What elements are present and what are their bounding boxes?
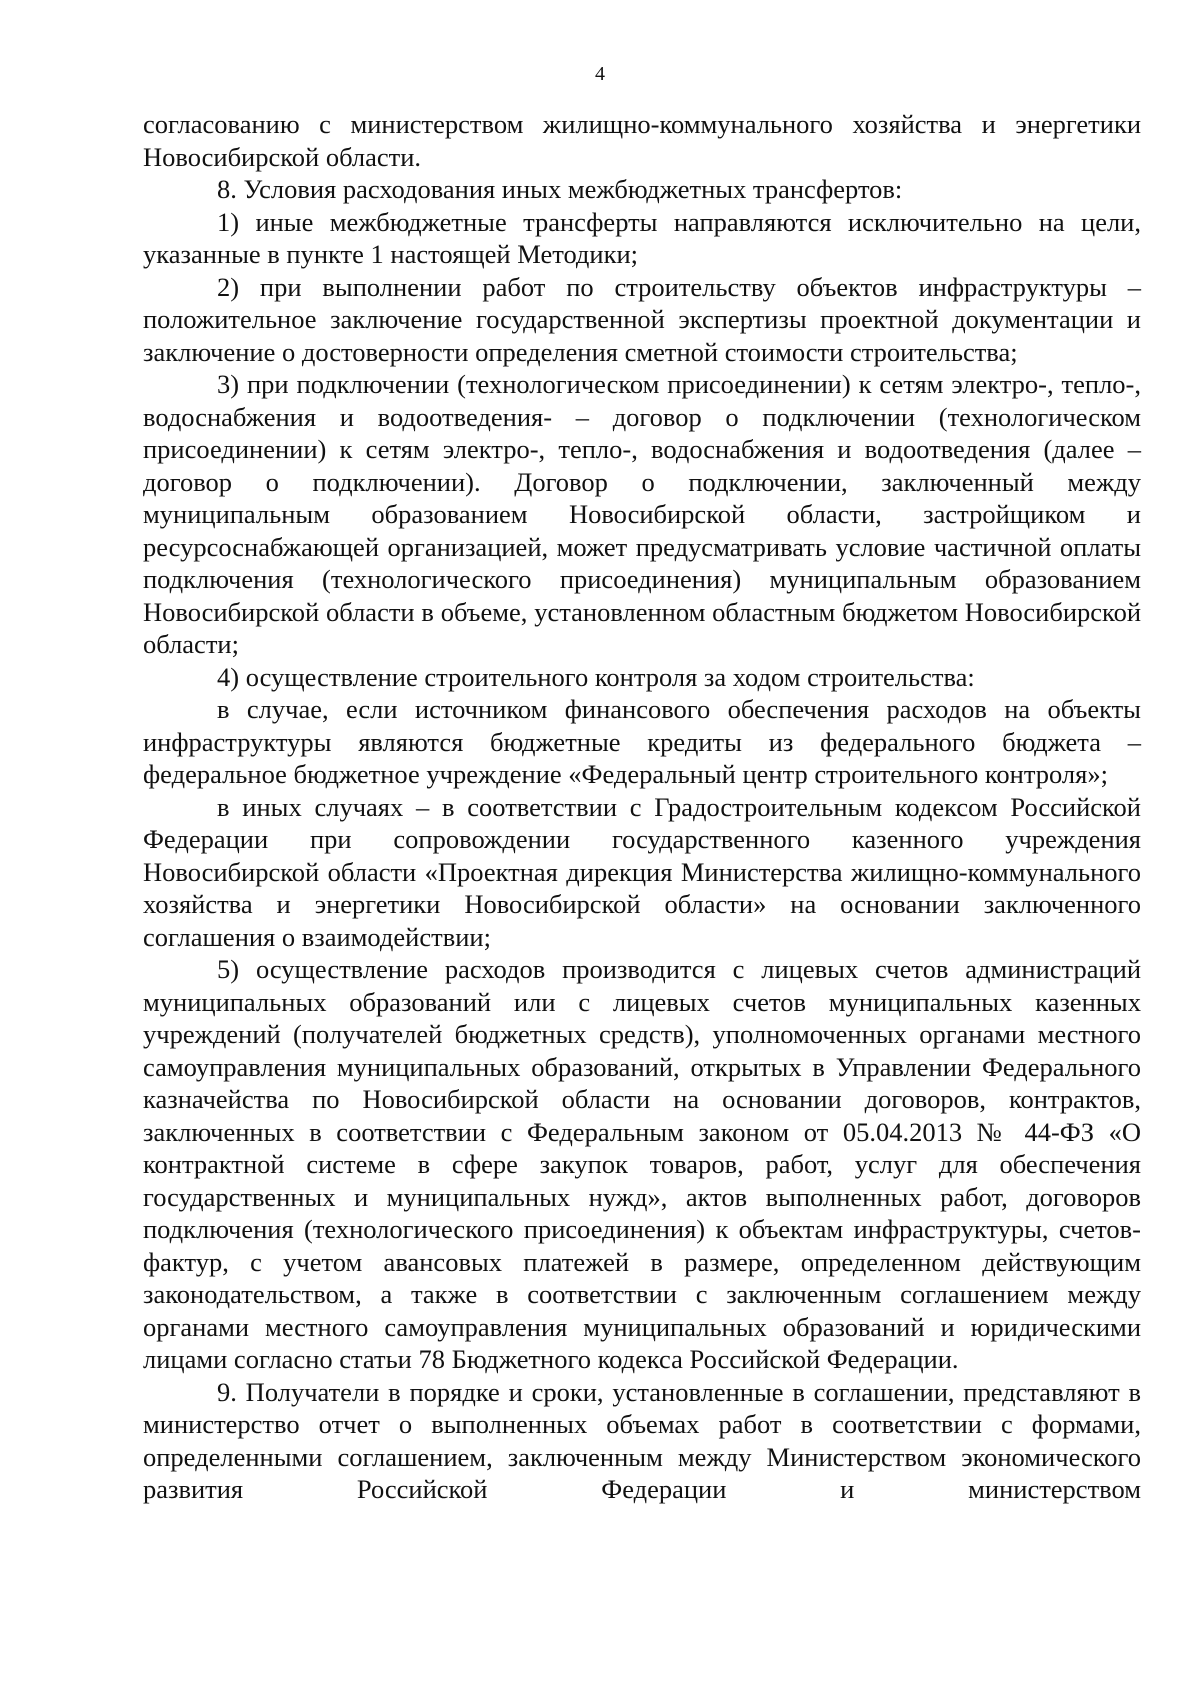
paragraph-item-3: 3) при подключении (технологическом присоединении) к сетям электро-, тепло-, водоснабжения и водоотведения- – договор о подключении (технологическом присоединении) к сетям электро-, тепло-, водоснабжения и водоотведения (далее – договор о подключении). Договор о подключении, заключенный между муниципальным образованием Новосибирской области, застройщиком и ресурсоснабжающей организацией, может предусматривать условие частичной оплаты подключения (технологического присоединения) муниципальным образованием Новосибирской области в объеме, установленном областным бюджетом Новосибирской области; — [143, 369, 1141, 659]
paragraph-continuation: согласованию с министерством жилищно-коммунального хозяйства и энергетики Новосибирской области. — [143, 109, 1141, 172]
paragraph-item-4-other: в иных случаях – в соответствии с Градостроительным кодексом Российской Федерации при сопровождении государственного казенного учреждения Новосибирской области «Проектная дирекция Министерства жилищно-коммунального хозяйства и энергетики Новосибирской области» на основании заключенного соглашения о взаимодействии; — [143, 791, 1141, 952]
paragraph-item-1: 1) иные межбюджетные трансферты направляются исключительно на цели, указанные в пункте 1 настоящей Методики; — [143, 206, 1141, 269]
paragraph-item-5: 5) осуществление расходов производится с лицевых счетов администраций муниципальных образований или с лицевых счетов муниципальных казенных учреждений (получателей бюджетных средств), уполномоченных органами местного самоуправления муниципальных образований, открытых в Управлении Федерального казначейства по Новосибирской области на основании договоров, контрактов, заключенных в соответствии с Федеральным законом от 05.04.2013 № 44-ФЗ «О контрактной системе в сфере закупок товаров, работ, услуг для обеспечения государственных и муниципальных нужд», актов выполненных работ, договоров подключения (технологического присоединения) к объектам инфраструктуры, счетов-фактур, с учетом авансовых платежей в размере, определенном действующим законодательством, а также в соответствии с заключенным соглашением между органами местного самоуправления муниципальных образований и юридическими лицами согласно статьи 78 Бюджетного кодекса Российской Федерации. — [143, 954, 1141, 1374]
paragraph-item-4-federal: в случае, если источником финансового обеспечения расходов на объекты инфраструктуры являются бюджетные кредиты из федерального бюджета – федеральное бюджетное учреждение «Федеральный центр строительного контроля»; — [143, 694, 1141, 789]
paragraph-clause-8: 8. Условия расходования иных межбюджетных трансфертов: — [217, 174, 903, 204]
page-number: 4 — [595, 63, 605, 85]
paragraph-clause-9: 9. Получатели в порядке и сроки, установленные в соглашении, представляют в министерство отчет о выполненных объемах работ в соответствии с формами, определенными соглашением, заключенным между Министерством экономического развития Российской Федерации и министерством — [143, 1376, 1141, 1504]
document-body — [143, 108, 1141, 1506]
paragraph-item-4: 4) осуществление строительного контроля за ходом строительства: — [217, 661, 975, 692]
paragraph-item-2: 2) при выполнении работ по строительству объектов инфраструктуры – положительное заключение государственной экспертизы проектной документации и заключение о достоверности определения сметной стоимости строительства; — [143, 271, 1141, 367]
